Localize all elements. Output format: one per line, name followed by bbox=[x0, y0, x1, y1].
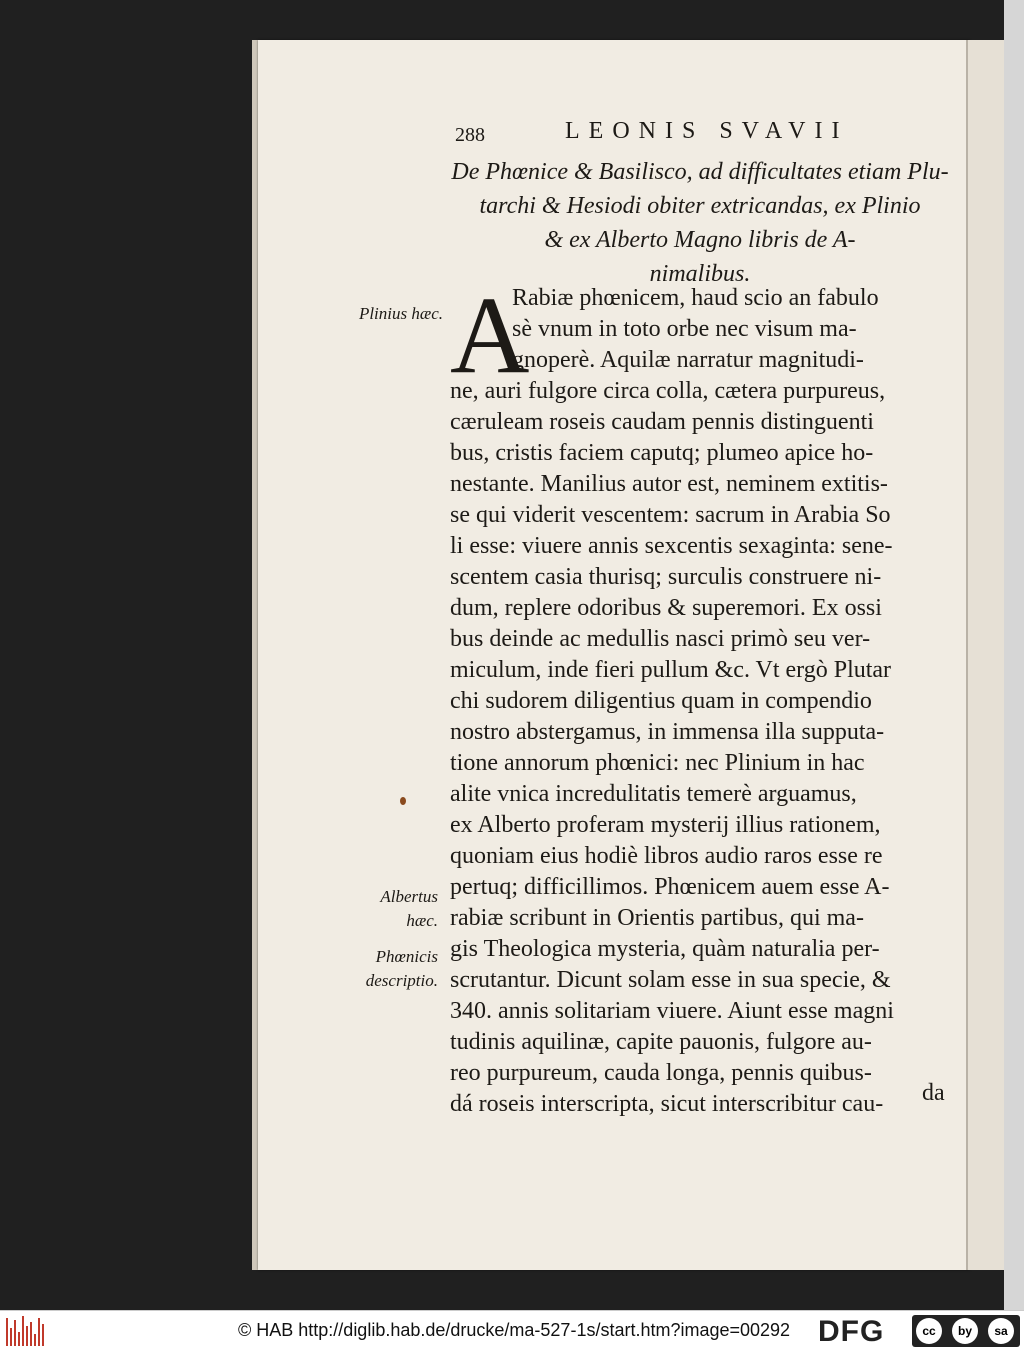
body-line: tione annorum phœnici: nec Plinium in hac bbox=[450, 750, 865, 776]
margin-note-line: Phœnicis bbox=[375, 947, 438, 966]
catchword: da bbox=[922, 1080, 945, 1106]
body-line: gis Theologica mysteria, quàm naturalia per- bbox=[450, 936, 880, 962]
body-line: bus, cristis faciem caputq; plumeo apice ho- bbox=[450, 440, 874, 466]
by-icon: by bbox=[952, 1318, 978, 1344]
body-line: li esse: viuere annis sexcentis sexaginta: sene- bbox=[450, 533, 893, 559]
margin-note-plinius: Plinius hæc. bbox=[358, 304, 443, 323]
body-line: quoniam eius hodiè libros audio raros esse re bbox=[450, 843, 883, 869]
page-header bbox=[455, 118, 955, 148]
body-line: se qui viderit vescentem: sacrum in Arabia So bbox=[450, 502, 891, 528]
title-line: & ex Alberto Magno libris de A- bbox=[544, 227, 856, 253]
body-line: Rabiæ phœnicem, haud scio an fabulo bbox=[512, 285, 879, 311]
body-line: tudinis aquilinæ, capite pauonis, fulgore au- bbox=[450, 1029, 872, 1055]
chapter-title bbox=[445, 155, 955, 291]
drop-capital: A bbox=[450, 274, 530, 396]
body-line: bus deinde ac medullis nasci primò seu ver- bbox=[450, 626, 871, 652]
title-line: tarchi & Hesiodi obiter extricandas, ex Plinio bbox=[479, 193, 921, 219]
body-line: alite vnica incredulitatis temerè arguamus, bbox=[450, 781, 857, 807]
body-line: ne, auri fulgore circa colla, cætera purpureus, bbox=[450, 378, 886, 404]
scan-ruler bbox=[1004, 0, 1024, 1310]
body-line: scrutantur. Dicunt solam esse in sua specie, & bbox=[450, 967, 891, 993]
body-line: pertuq; difficillimos. Phœnicem auem esse A- bbox=[450, 874, 890, 900]
body-line: rabiæ scribunt in Orientis partibus, qui ma- bbox=[450, 905, 864, 931]
body-line: gnoperè. Aquilæ narratur magnitudi- bbox=[512, 347, 864, 373]
body-line: ex Alberto proferam mysterij illius rationem, bbox=[450, 812, 881, 838]
margin-note-line: descriptio. bbox=[365, 971, 438, 990]
dfg-logo: DFG bbox=[818, 1315, 885, 1348]
body-line: dum, replere odoribus & superemori. Ex ossi bbox=[450, 595, 882, 621]
margin-note-albertus bbox=[318, 885, 438, 933]
body-line: chi sudorem diligentius quam in compendio bbox=[450, 688, 872, 714]
page-number: 288 bbox=[455, 124, 485, 146]
hab-logo-icon bbox=[6, 1316, 46, 1346]
body-line: miculum, inde fieri pullum &c. Vt ergò Plutar bbox=[450, 657, 892, 683]
cc-license-badge[interactable] bbox=[912, 1315, 1020, 1347]
margin-note-phoenicis bbox=[318, 945, 438, 993]
ink-spot bbox=[400, 797, 406, 805]
body-line: reo purpureum, cauda longa, pennis quibus- bbox=[450, 1060, 872, 1086]
margin-note-line: hæc. bbox=[406, 911, 438, 930]
source-link[interactable]: © HAB http://diglib.hab.de/drucke/ma-527-1s/start.htm?image=00292 bbox=[238, 1320, 791, 1340]
body-line: sè vnum in toto orbe nec visum ma- bbox=[512, 316, 857, 342]
body-line: 340. annis solitariam viuere. Aiunt esse magni bbox=[450, 998, 894, 1024]
body-line: nestante. Manilius autor est, neminem extitis- bbox=[450, 471, 888, 497]
title-line: nimalibus. bbox=[649, 261, 751, 287]
running-head: LEONIS SVAVII bbox=[565, 118, 849, 144]
sa-icon: sa bbox=[988, 1318, 1014, 1344]
body-line: dá roseis interscripta, sicut interscribitur cau- bbox=[450, 1091, 884, 1117]
cc-icon: cc bbox=[916, 1318, 942, 1344]
title-line: De Phœnice & Basilisco, ad difficultates etiam Plu- bbox=[451, 159, 949, 185]
body-line: scentem casia thurisq; surculis construere ni- bbox=[450, 564, 882, 590]
margin-note-line: Albertus bbox=[380, 887, 438, 906]
viewer-footer bbox=[0, 1310, 1024, 1351]
body-line: cæruleam roseis caudam pennis distinguenti bbox=[450, 409, 874, 435]
body-line: nostro abstergamus, in immensa illa supputa- bbox=[450, 719, 885, 745]
